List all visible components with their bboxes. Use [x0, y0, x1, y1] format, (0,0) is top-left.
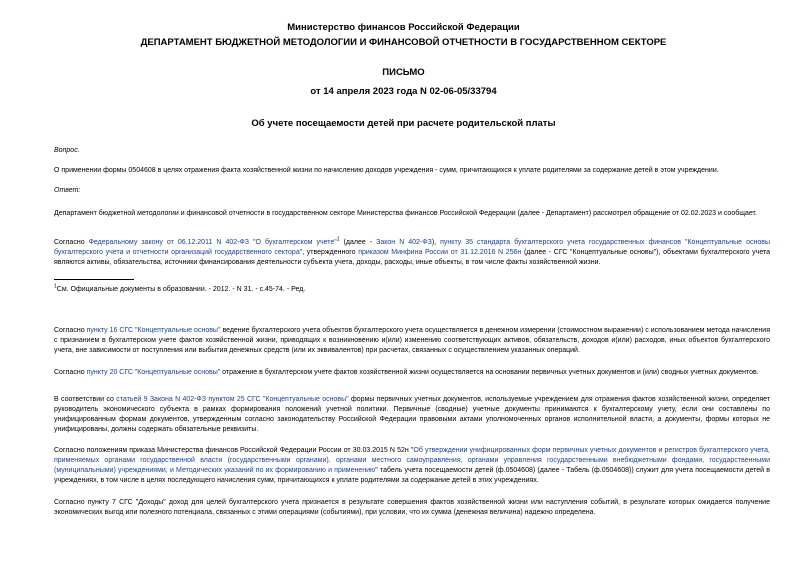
- link-order-52n[interactable]: Об утверждении унифицированных форм первичных учетных документов и регистров бухгалтерского учета, применяемых органами государственной власти (государственными органами), органами местного самоуправления, органами управления государственными внебюджетными фондами, государственными (муниципальными) учреждениями, и Методических указаний по их формированию и применению: [54, 447, 770, 474]
- document-type: ПИСЬМО: [382, 67, 425, 78]
- paragraph-5: В соответствии со статьей 9 Закона N 402-ФЗ пунктом 25 СГС "Концептуальные основы" формы первичных учетных документов, используемые учреждением для отражения фактов хозяйственной жизни, определяет руководитель экономического субъекта в рамках формирования положений учетной политики. Первичные (сводные) учетные документы принимаются к бухгалтерскому учету, если они составлены по унифицированным формам документов, утвержденным согласно законодательству Российской Федерации правовыми актами уполномоченных органов исполнительной власти, а документы, формы которых не унифицированы, должны содержать обязательные реквизиты.: [54, 396, 770, 433]
- ministry-name: Министерство финансов Российской Федерации: [287, 22, 520, 33]
- link-law-402-short[interactable]: Закон N 402-ФЗ: [376, 239, 432, 246]
- paragraph-3: Согласно пункту 16 СГС "Концептуальные основы" ведение бухгалтерского учета объектов бухгалтерского учета осуществляется в денежном измерении (стоимостном выражении) с использованием метода начисления с признанием в бухгалтерском учете фактов хозяйственной жизни, приводящих к возникновению и(или) изменению соответствующих активов, обязательств, доходов и(или) расходов, иных объектов бухгалтерского учета, вне зависимости от поступления или выбытия денежных средств (или их эквивалентов) при расчетах, связанных с осуществлением указанных операций.: [54, 327, 770, 354]
- link-art9-law-402[interactable]: статьей 9 Закона N 402-ФЗ: [116, 396, 207, 403]
- paragraph-4: Согласно пункту 20 СГС "Концептуальные основы" отражение в бухгалтерском учете фактов хозяйственной жизни осуществляется на основании первичных учетных документов и (или) сводных учетных документов.: [54, 369, 759, 376]
- document-date: от 14 апреля 2023 года N 02-06-05/33794: [310, 86, 497, 97]
- answer-label: Ответ:: [54, 187, 81, 194]
- link-sgs-p20[interactable]: пункту 20 СГС "Концептуальные основы": [86, 369, 221, 376]
- paragraph-2: Согласно Федеральному закону от 06.12.2011 N 402-ФЗ "О бухгалтерском учете"$^1$ (далее - Закон N 402-ФЗ), пункту 35 стандарта бухгалтерского учета государственных финансов "Концептуальные основы бухгалтерского учета и отчетности организаций государственного сектора", утвержденного приказом Минфина России от 31.12.2016 N 256н (далее - СГС "Концептуальные основы"), объектами бухгалтерского учета являются активы, обязательства, источники финансирования деятельности субъекта учета, доходы, расходы, иные объекты, в том числе факты хозяйственной жизни.: [54, 236, 771, 266]
- footnote-ref[interactable]: 1: [336, 236, 340, 243]
- link-law-402[interactable]: Федеральному закону от 06.12.2011 N 402-ФЗ "О бухгалтерском учете": [88, 239, 337, 246]
- footnote-divider: [54, 279, 134, 280]
- question-label: Вопрос.: [54, 147, 80, 154]
- document-subject: Об учете посещаемости детей при расчете родительской платы: [251, 118, 556, 129]
- link-sgs-p16[interactable]: пункту 16 СГС "Концептуальные основы": [86, 327, 221, 334]
- department-name: ДЕПАРТАМЕНТ БЮДЖЕТНОЙ МЕТОДОЛОГИИ И ФИНАНСОВОЙ ОТЧЕТНОСТИ В ГОСУДАРСТВЕННОМ СЕКТОРЕ: [140, 37, 667, 48]
- link-sgs-p25[interactable]: пунктом 25 СГС "Концептуальные основы": [208, 396, 349, 403]
- paragraph-1: Департамент бюджетной методологии и финансовой отчетности в государственном секторе Министерства финансов Российской Федерации (далее - Департамент) рассмотрел обращение от 02.02.2023 и сообщает.: [54, 210, 757, 217]
- question-text: О применении формы 0504608 в целях отражения факта хозяйственной жизни по начислению доходов учреждения - сумм, причитающихся к уплате родителями за содержание детей в этом учреждении.: [54, 167, 719, 174]
- paragraph-6: Согласно положениям приказа Министерства финансов Российской Федерации России от 30.03.2015 N 52н "Об утверждении унифицированных форм первичных учетных документов и регистров бухгалтерского учета, применяемых органами государственной власти (государственными органами), органами местного самоуправления, органами управления государственными внебюджетными фондами, государственными (муниципальными) учреждениями, и Методических указаний по их формированию и применению" табель учета посещаемости детей (ф.0504608) (далее - Табель (ф.0504608)) служит для учета посещаемости детей в учреждениях, в том числе в целях последующего начисления сумм, причитающихся к уплате родителями за содержание детей в этих учреждениях.: [54, 447, 770, 484]
- footnote: $^1$См. Официальные документы в образовании. - 2012. - N 31. - с.45-74. - Ред.: [54, 283, 306, 293]
- paragraph-7: Согласно пункту 7 СГС "Доходы" доход для целей бухгалтерского учета признается в результате совершения фактов хозяйственной жизни или наступления событий, в результате которых ожидается получение экономических выгод или полезного потенциала, связанных с этими операциями (событиями), при условии, что их сумма (денежная величина) надежно определена.: [54, 499, 770, 516]
- link-sgs-p35[interactable]: пункту 35 стандарта бухгалтерского учета государственных финансов "Концептуальные основы бухгалтерского учета и отчетности организаций государственного сектора": [54, 239, 770, 256]
- link-order-256n[interactable]: приказом Минфина России от 31.12.2016 N 256н: [358, 249, 522, 256]
